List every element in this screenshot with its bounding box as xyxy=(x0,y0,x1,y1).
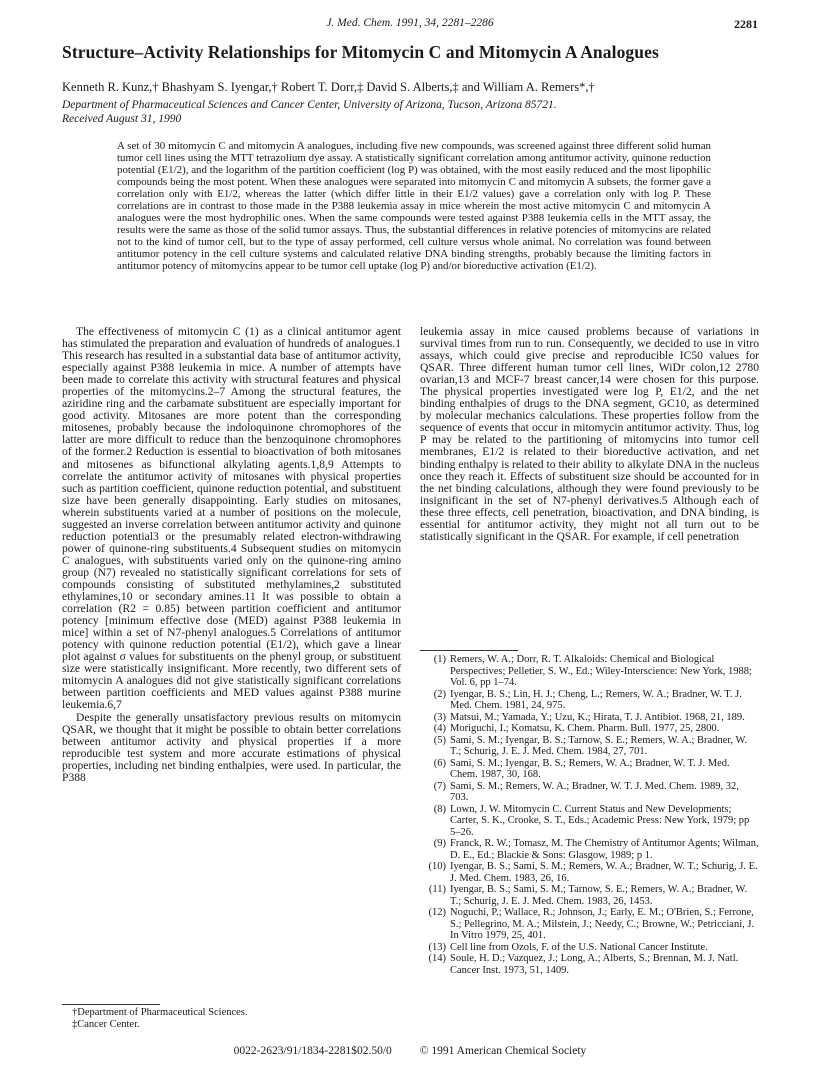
reference-number: (12) xyxy=(428,907,446,918)
reference-item xyxy=(420,953,759,976)
reference-item xyxy=(420,907,759,942)
body-paragraph: Despite the generally unsatisfactory previous results on mitomycin QSAR, we thought that it might be possible to obtain better correlations between antitumor activity and physical properties if a more reproducible test system and more accurate estimations of physical properties, including net binding enthalpies, were used. In particular, the P388 xyxy=(62,710,401,784)
reference-text: Cell line from Ozols, F. of the U.S. National Cancer Institute. xyxy=(450,941,708,953)
journal-citation: J. Med. Chem. 1991, 34, 2281–2286 xyxy=(326,17,494,29)
references-divider xyxy=(420,650,518,651)
reference-item xyxy=(420,942,759,954)
reference-number: (4) xyxy=(433,723,446,734)
reference-number: (1) xyxy=(433,654,446,665)
affiliation: Department of Pharmaceutical Sciences and Cancer Center, University of Arizona, Tucson, Arizona 85721. xyxy=(62,99,557,111)
running-head xyxy=(0,17,820,31)
reference-text: Sami, S. M.; Iyengar, B. S.; Remers, W. A.; Bradner, W. T. J. Med. Chem. 1987, 30, 168. xyxy=(450,757,730,780)
reference-text: Soule, H. D.; Vazquez, J.; Long, A.; Alberts, S.; Brennan, M. J. Natl. Cancer Inst. 1973, 51, 1409. xyxy=(450,953,739,976)
reference-text: Iyengar, B. S.; Sami, S. M.; Tarnow, S. E.; Remers, W. A.; Bradner, W. T.; Schurig, J. E. J. Med. Chem. 1983, 26, 1453. xyxy=(450,884,748,907)
reference-text: Iyengar, B. S.; Sami, S. M.; Remers, W. A.; Bradner, W. T.; Schurig, J. E. J. Med. Chem. 1983, 26, 16. xyxy=(450,861,758,884)
reference-item xyxy=(420,804,759,839)
reference-list xyxy=(420,654,759,976)
footnote-divider xyxy=(62,1004,160,1005)
reference-number: (10) xyxy=(428,861,446,872)
reference-text: Lown, J. W. Mitomycin C. Current Status and New Developments; Carter, S. K., Crooke, S. T., Eds.; Academic Press: New York, 1979; pp 5–26. xyxy=(450,803,750,838)
body-column-left xyxy=(62,326,401,784)
reference-number: (8) xyxy=(433,803,446,815)
abstract: A set of 30 mitomycin C and mitomycin A analogues, including five new compounds, was screened against three different solid human tumor cell lines using the MTT tetrazolium dye assay. A statistically significant correlation among antitumor activity, quinone reduction potential (E1/2), and the logarithm of the partition coefficient (log P) was obtained, with the most easily reduced and the most lipophilic compounds being the most potent. When these analogues were separated into mitomycin C and mitomycin A subsets, the former gave a correlation only with E1/2, whereas the latter (which differ little in their E1/2 values) gave a correlation only with log P. These correlations are in contrast to those made in the P388 leukemia assay in mice wherein the most active mitomycin C and mitomycin A analogues were the most hydrophilic ones. When the same compounds were tested against P388 leukemia cells in the MTT assay, the results were the same as those of the solid tumor assays. Thus, the substantial differences in relative potencies of mitomycins are related not to the kind of tumor cell, but to the type of assay performed, cell culture versus whole animal. No correlation was found between antitumor potency in the cell culture systems and calculated relative DNA binding strengths, probably because the limiting factors in antitumor potency of mitomycins appear to be tumor cell uptake (log P) and/or bioreductive activation (E1/2). xyxy=(117,140,711,272)
reference-number: (13) xyxy=(428,941,446,953)
reference-number: (7) xyxy=(433,780,446,792)
reference-text: Noguchi, P.; Wallace, R.; Johnson, J.; Early, E. M.; O'Brien, S.; Ferrone, S.; Pellegrino, M. A.; Milstein, J.; Needy, C.; Browne, W.; Petricciani, J. In Vitro 1979, 25, 401. xyxy=(450,907,755,941)
reference-text: Matsui, M.; Yamada, Y.; Uzu, K.; Hirata, T. J. Antibiot. 1968, 21, 189. xyxy=(450,711,745,723)
page-number: 2281 xyxy=(734,17,758,31)
reference-item xyxy=(420,838,759,861)
reference-number: (14) xyxy=(428,953,446,964)
footnotes xyxy=(62,1007,401,1030)
footnote-double-dagger: ‡Cancer Center. xyxy=(72,1018,140,1030)
reference-item xyxy=(420,689,759,712)
copyright-notice: © 1991 American Chemical Society xyxy=(419,1045,587,1057)
article-title: Structure–Activity Relationships for Mitomycin C and Mitomycin A Analogues xyxy=(62,42,659,62)
body-paragraph: The effectiveness of mitomycin C (1) as a clinical antitumor agent has stimulated the preparation and evaluation of hundreds of analogues.1 This research has resulted in a substantial data base of antitumor activity, especially against P388 leukemia in mice. A number of attempts have been made to correlate this activity with structural features and physical properties of the mitomycins.2–7 Among the structural features, the aziridine ring and the carbamate substituent are especially important for good activity. Mitosanes are more potent than the corresponding mitosenes, probably because the indoloquinone chromophores of the latter are more difficult to reduce than the benzoquinone chromophores of the former.2 Reduction is essential to bioactivation of both mitosanes and mitosenes as bifunctional alkylating agents.1,8,9 Attempts to correlate the antitumor activity of mitosanes with physical properties such as partition coefficient, quinone reduction potential, and substituent size have been generally disappointing. Early studies on mitosanes, wherein substituents varied at a number of positions on the molecule, suggested an inverse correlation between antitumor activity and quinone reduction potential3 or the presumably related electron-withdrawing power of quinone-ring substituents.4 Subsequent studies on mitomycin C analogues, with substituents varied only on the quinone-ring amino group (N7) revealed no statistically significant correlations for sets of compounds consisting of substituted methylamines,2 substituted ethylamines,10 or secondary amines.11 It was possible to obtain a correlation (R2 = 0.85) between partition coefficient and antitumor potency [minimum effective dose (MED) against P388 leukemia in mice] within a set of N7-phenyl analogues.5 Correlations of antitumor potency with quinone reduction potential (E1/2), which gave a linear plot against σ values for substituents on the phenyl group, or substituent size were statistically insignificant. More recently, two different sets of mitomycin A analogues did not give statistically significant correlations between partition coefficients and MED values against P388 murine leukemia.6,7 xyxy=(62,325,401,712)
reference-number: (2) xyxy=(433,688,446,700)
reference-text: Remers, W. A.; Dorr, R. T. Alkaloids: Chemical and Biological Perspectives; Pelletier, S. W., Ed.; Wiley-Interscience: New York, 1988; Vol. 6, pp 1–74. xyxy=(450,654,752,688)
author-list: Kenneth R. Kunz,† Bhashyam S. Iyengar,† Robert T. Dorr,‡ David S. Alberts,‡ and William A. Remers*,† xyxy=(62,80,595,94)
reference-number: (3) xyxy=(433,711,446,723)
body-column-right xyxy=(420,326,759,543)
reference-number: (9) xyxy=(433,838,446,849)
reference-text: Sami, S. M.; Remers, W. A.; Bradner, W. T. J. Med. Chem. 1989, 32, 703. xyxy=(450,780,739,803)
reference-item xyxy=(420,884,759,907)
reference-item xyxy=(420,723,759,735)
reference-number: (11) xyxy=(428,884,446,895)
reference-item xyxy=(420,758,759,781)
reference-text: Iyengar, B. S.; Lin, H. J.; Cheng, L.; Remers, W. A.; Bradner, W. T. J. Med. Chem. 1981, 24, 975. xyxy=(450,688,742,711)
received-date: Received August 31, 1990 xyxy=(62,113,182,125)
body-paragraph: leukemia assay in mice caused problems because of variations in survival times from run to run. Consequently, we decided to use in vitro assays, which could give precise and reproducible IC50 values for QSAR. Three different human tumor cell lines, WiDr colon,12 2780 ovarian,13 and MCF-7 breast cancer,14 were chosen for this purpose. The physical properties investigated were log P, E1/2, and the net binding enthalpies of drugs to the DNA segment, GC10, as determined by molecular mechanics calculations. These properties follow from the sequence of events that occur in mitomycin antitumor activity. Thus, log P may be related to the partitioning of mitomycins into tumor cell membranes, E1/2 is related to their bioreductive activation, and net binding enthalpy is related to their ability to alkylate DNA in the nucleus once they reach it. Effects of substituent size should be accounted for in the net binding calculations, although they were found previously to be insignificant in the set of N7-phenyl derivatives.5 Although each of these three effects, cell penetration, bioactivation, and DNA binding, is essential for antitumor activity, they might not all turn out to be statistically significant in the QSAR. For example, if cell penetration xyxy=(420,325,759,543)
reference-item xyxy=(420,781,759,804)
reference-number: (5) xyxy=(433,734,446,746)
article-code: 0022-2623/91/1834-2281$02.50/0 xyxy=(233,1045,392,1057)
copyright-line xyxy=(0,1045,820,1057)
reference-item xyxy=(420,712,759,724)
reference-item xyxy=(420,654,759,689)
reference-text: Sami, S. M.; Iyengar, B. S.; Tarnow, S. E.; Remers, W. A.; Bradner, W. T.; Schurig, J. E. J. Med. Chem. 1984, 27, 701. xyxy=(450,734,748,757)
reference-item xyxy=(420,861,759,884)
reference-item xyxy=(420,735,759,758)
reference-number: (6) xyxy=(433,757,446,769)
reference-text: Franck, R. W.; Tomasz, M. The Chemistry of Antitumor Agents; Wilman, D. E., Ed.; Blackie & Sons: Glasgow, 1989; p 1. xyxy=(450,838,759,861)
reference-text: Moriguchi, I.; Komatsu, K. Chem. Pharm. Bull. 1977, 25, 2800. xyxy=(450,723,720,734)
footnote-dagger: †Department of Pharmaceutical Sciences. xyxy=(72,1007,248,1018)
